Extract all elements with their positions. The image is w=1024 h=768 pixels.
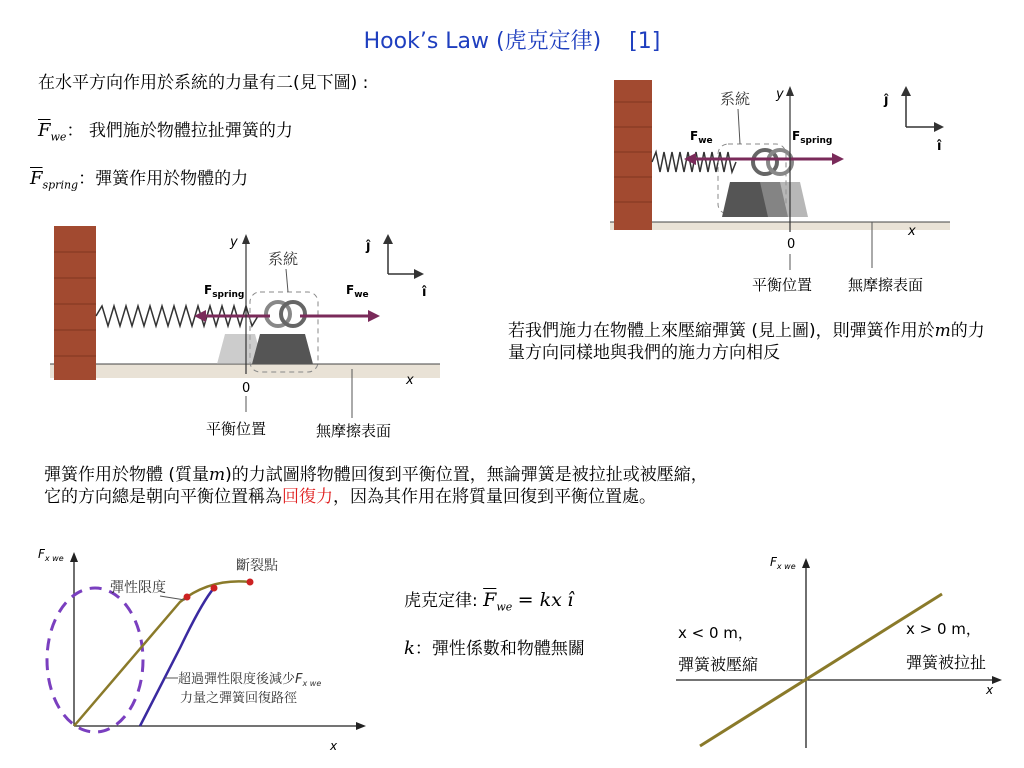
force-we-desc: 我們施於物體拉扯彈簧的力 [88, 121, 293, 141]
compress-note-mass: m [934, 321, 951, 341]
return-note-line1: 超過彈性限度後減少$F_{x we}$ [178, 672, 322, 688]
title-ref: [1] [629, 29, 661, 54]
k-symbol: k [404, 638, 415, 659]
y-axis-label: y [230, 235, 238, 250]
y-axis-label: $F_{x we}$ [38, 547, 64, 563]
right-description: 彈簧被拉扯 [906, 653, 987, 672]
restoring-line2-a: 它的方向總是朝向平衡位置稱為 [44, 487, 282, 507]
x-axis-label: x [986, 683, 994, 697]
right-condition: x > 0 m， [906, 620, 981, 638]
fwe-label: $F_{we}$ [690, 129, 713, 146]
compress-note-part1: 若我們施力在物體上來壓縮彈簧 (見上圖)，則彈簧作用於 [508, 321, 935, 341]
fspring-label: $F_{spring}$ [792, 129, 833, 146]
restoring-line1-b: )的力試圖將物體回復到平衡位置，無論彈簧是被拉扯或被壓縮， [225, 465, 708, 485]
floor-surface [610, 222, 950, 230]
block [252, 334, 313, 364]
force-we-sep: ： [66, 121, 84, 141]
equilibrium-label: 平衡位置 [752, 276, 813, 294]
restoring-line1-a: 彈簧作用於物體 (質量 [44, 465, 210, 485]
j-hat-label: ĵ [366, 239, 371, 254]
linear-force-graph [670, 548, 1010, 758]
x-axis-label: x [330, 739, 338, 753]
slide-title [0, 24, 1024, 55]
k-description: ：彈性係數和物體無關 [414, 639, 585, 659]
brick-wall [54, 226, 96, 380]
fspring-label: $F_{spring}$ [204, 283, 245, 300]
stretch-figure [50, 224, 440, 446]
left-condition: x < 0 m， [678, 624, 753, 642]
force-spring-sep: ： [78, 169, 96, 189]
frictionless-label: 無摩擦表面 [316, 422, 392, 440]
linear-region-ellipse [47, 588, 143, 732]
i-hat-label: î [422, 285, 427, 300]
hooke-law-label: 虎克定律: [404, 591, 478, 611]
force-we-sub: we [50, 130, 67, 144]
intro-text: 在水平方向作用於系統的力量有二(見下圖) : [38, 73, 369, 93]
hooke-law-lhs-sub: we [496, 600, 513, 614]
x-axis-label: x [406, 373, 414, 388]
x-axis-label: x [908, 224, 916, 239]
break-point-dot [247, 579, 254, 586]
restoring-force-term: 回復力 [282, 487, 333, 507]
force-spring-sub: spring [42, 178, 79, 192]
title-main: Hook’s Law (虎克定律) [363, 29, 602, 54]
zero-label: 0 [242, 381, 251, 396]
force-we-symbol: $\overline{F}$ [38, 120, 51, 141]
restoring-force-paragraph [44, 464, 994, 508]
block-shadow [760, 182, 808, 217]
floor-surface [50, 364, 440, 378]
return-note-line2: 力量之彈簧回復路徑 [180, 691, 298, 706]
i-hat-label: î [937, 139, 942, 154]
fwe-label: $F_{we}$ [346, 283, 369, 300]
return-start-dot [211, 585, 218, 592]
compress-figure [610, 72, 950, 302]
frictionless-label: 無摩擦表面 [848, 276, 924, 294]
system-label: 系統 [720, 90, 751, 108]
left-description: 彈簧被壓縮 [678, 655, 759, 674]
j-hat-label: ĵ [884, 93, 889, 108]
hooke-law-equation [404, 586, 573, 613]
elastic-limit-label: 彈性限度 [110, 580, 166, 596]
force-spring-desc: 彈簧作用於物體的力 [95, 169, 249, 189]
elastic-limit-graph [30, 540, 380, 758]
compress-note [508, 320, 986, 364]
force-spring-symbol: $\overline{F}$ [30, 168, 43, 189]
equilibrium-label: 平衡位置 [206, 420, 267, 438]
hooke-law-lhs: $\overline{F}$ [483, 589, 497, 611]
system-label: 系統 [268, 250, 299, 268]
k-definition [404, 638, 624, 660]
restoring-line-2 [44, 486, 994, 508]
y-axis-label: y [776, 87, 784, 102]
force-spring-def [30, 168, 248, 196]
hooke-law-unit-vector: î [567, 589, 574, 611]
force-we-def [38, 120, 293, 148]
hooke-law-rhs: = kx [517, 589, 562, 611]
restoring-line2-b: ，因為其作用在將質量回復到平衡位置處。 [333, 487, 656, 507]
break-point-label: 斷裂點 [236, 558, 278, 574]
restoring-mass: m [209, 465, 226, 485]
y-axis-label: $F_{x we}$ [770, 555, 796, 571]
restoring-line-1 [44, 464, 994, 486]
zero-label: 0 [787, 237, 796, 252]
compress-note-part2: 的力量方向同樣地與我們的施力方向相反 [508, 321, 985, 363]
